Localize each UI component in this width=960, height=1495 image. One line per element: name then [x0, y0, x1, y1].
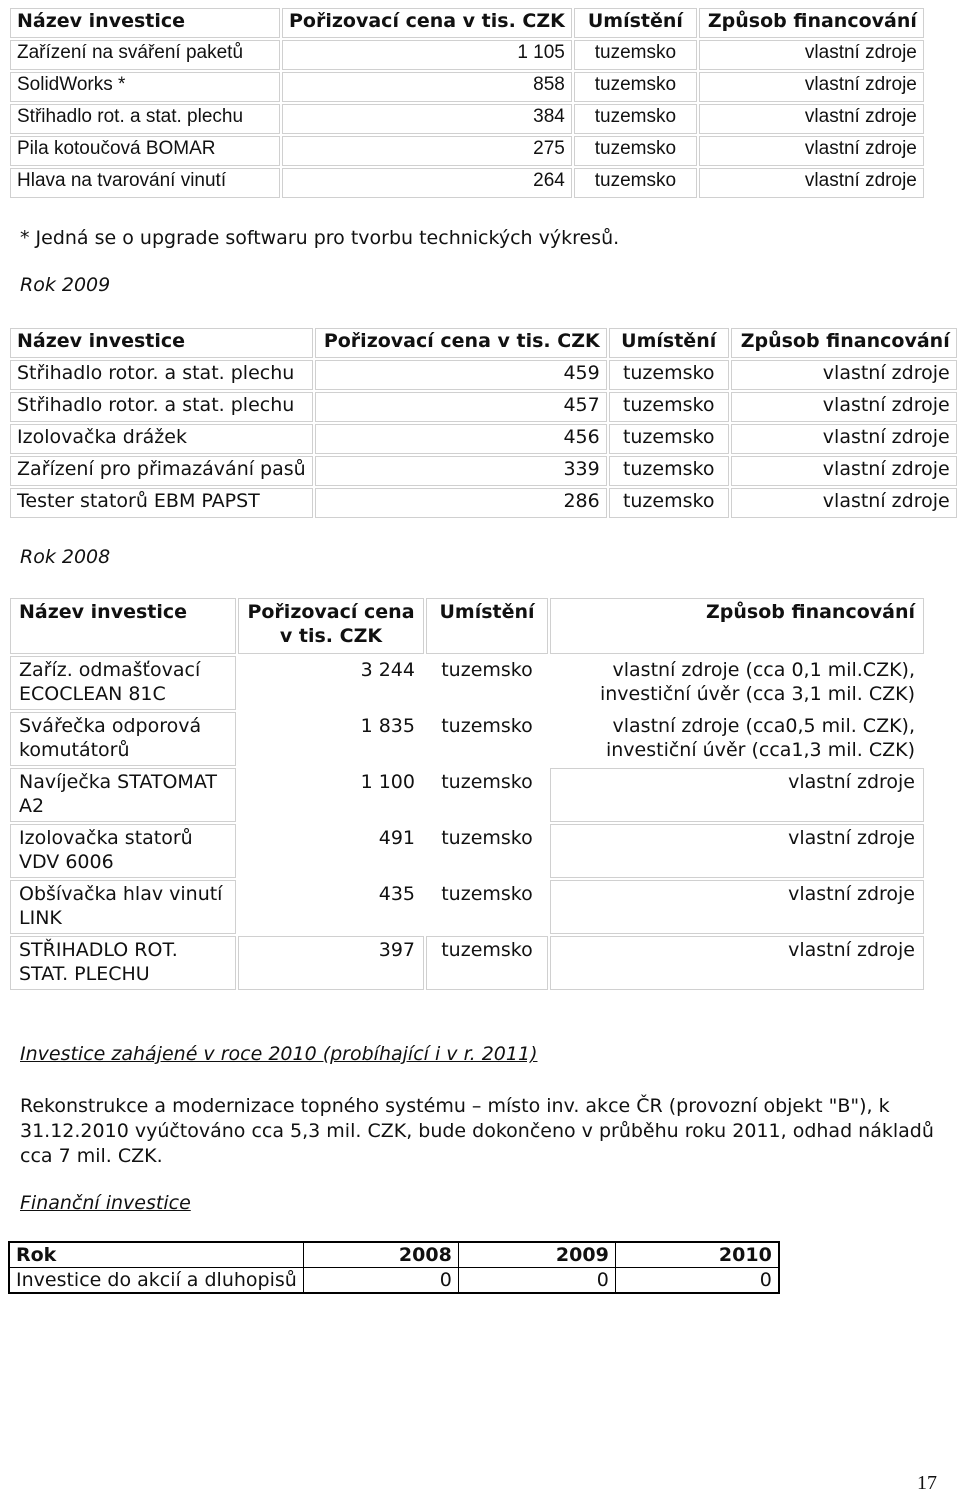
- table-row: [10, 656, 924, 710]
- cell-location: tuzemsko: [574, 168, 697, 198]
- cell-price: 1 100: [360, 771, 415, 793]
- table-header-row: [9, 1242, 779, 1268]
- cell-financing: vlastní zdroje: [731, 392, 957, 422]
- cell-price: 435: [378, 883, 415, 905]
- cell-location: tuzemsko: [441, 771, 533, 793]
- table-2008: [8, 596, 926, 992]
- cell-location: tuzemsko: [609, 424, 729, 454]
- cell-financing: vlastní zdroje: [731, 424, 957, 454]
- cell-name: Obšívačka hlav vinutí LINK: [10, 880, 236, 934]
- page-number: 17: [917, 1472, 937, 1494]
- cell-name: Zaříz. odmašťovací ECOCLEAN 81C: [10, 656, 236, 710]
- table-row: [10, 424, 957, 454]
- cell-price: 1 835: [360, 715, 415, 737]
- cell-name: SolidWorks *: [10, 72, 280, 102]
- cell-financing: vlastní zdroje: [699, 136, 924, 166]
- cell-price: 459: [315, 360, 607, 390]
- cell-location: tuzemsko: [609, 488, 729, 518]
- cell-price: 456: [315, 424, 607, 454]
- table-header-row: [10, 328, 957, 358]
- cell-location: tuzemsko: [609, 392, 729, 422]
- cell-price: 3 244: [360, 659, 415, 681]
- cell-location: tuzemsko: [441, 715, 533, 737]
- cell-location: tuzemsko: [441, 827, 533, 849]
- heading-investments-2010: Investice zahájené v roce 2010 (probíhající i v r. 2011): [20, 1043, 538, 1065]
- header-financing: Způsob financování: [731, 328, 957, 358]
- cell-name: Střihadlo rot. a stat. plechu: [10, 104, 280, 134]
- heading-year-2008: Rok 2008: [20, 546, 111, 568]
- header-price: Pořizovací cena v tis. CZK: [282, 8, 572, 38]
- header-year: Rok: [9, 1242, 303, 1268]
- cell-location: tuzemsko: [574, 72, 697, 102]
- cell-price: 1 105: [282, 40, 572, 70]
- cell-label: Investice do akcií a dluhopisů: [9, 1268, 303, 1294]
- table-row: [10, 392, 957, 422]
- cell-name: Svářečka odporová komutátorů: [10, 712, 236, 766]
- cell-financing: vlastní zdroje: [550, 824, 924, 878]
- table-financial: [8, 1241, 780, 1294]
- cell-financing: vlastní zdroje: [699, 168, 924, 198]
- cell-name: Střihadlo rotor. a stat. plechu: [10, 392, 313, 422]
- table-row: [10, 456, 957, 486]
- cell-financing: vlastní zdroje (cca 0,1 mil.CZK), investiční úvěr (cca 3,1 mil. CZK): [599, 659, 915, 705]
- footnote: * Jedná se o upgrade softwaru pro tvorbu technických výkresů.: [20, 227, 620, 249]
- cell-financing: vlastní zdroje: [731, 360, 957, 390]
- cell-name: Izolovačka statorů VDV 6006: [10, 824, 236, 878]
- table-header-row: [10, 598, 924, 654]
- cell-price: 264: [282, 168, 572, 198]
- cell-location: tuzemsko: [609, 360, 729, 390]
- table-top: [8, 6, 926, 200]
- cell-price: 384: [282, 104, 572, 134]
- cell-financing: vlastní zdroje: [731, 488, 957, 518]
- investments-2010-text: Rekonstrukce a modernizace topného systému – místo inv. akce ČR (provozní objekt "B"), k 31.12.2010 vyúčtováno cca 5,3 mil. CZK, bude dokončeno v průběhu roku 2011, odhad nákladů cca 7 mil. CZK.: [20, 1095, 934, 1167]
- header-location: Umístění: [426, 598, 548, 654]
- header-location: Umístění: [609, 328, 729, 358]
- cell-financing: vlastní zdroje: [550, 936, 924, 990]
- cell-financing: vlastní zdroje: [550, 768, 924, 822]
- header-price: Pořizovací cena v tis. CZK: [315, 328, 607, 358]
- table-row: [10, 880, 924, 934]
- cell-financing: vlastní zdroje: [731, 456, 957, 486]
- cell-price: 339: [315, 456, 607, 486]
- table-row: [10, 72, 924, 102]
- table-row: [10, 104, 924, 134]
- cell-price: 491: [378, 827, 415, 849]
- cell-location: tuzemsko: [441, 883, 533, 905]
- cell-price: 397: [238, 936, 424, 990]
- cell-name: Zařízení pro přimazávání pasů: [10, 456, 313, 486]
- cell-name: Izolovačka drážek: [10, 424, 313, 454]
- heading-financial-investments: Finanční investice: [20, 1192, 191, 1214]
- header-financing: Způsob financování: [699, 8, 924, 38]
- cell-financing: vlastní zdroje: [699, 40, 924, 70]
- cell-2008: 0: [303, 1268, 458, 1294]
- table-row: [10, 936, 924, 990]
- table-row: [10, 360, 957, 390]
- cell-price: 457: [315, 392, 607, 422]
- table-row: [10, 712, 924, 766]
- cell-name: Hlava na tvarování vinutí: [10, 168, 280, 198]
- cell-2010: 0: [615, 1268, 779, 1294]
- table-row: [10, 768, 924, 822]
- cell-location: tuzemsko: [574, 104, 697, 134]
- cell-price: 286: [315, 488, 607, 518]
- cell-financing: vlastní zdroje (cca0,5 mil. CZK), investiční úvěr (cca1,3 mil. CZK): [605, 715, 915, 761]
- cell-name: Navíječka STATOMAT A2: [10, 768, 236, 822]
- cell-name: Pila kotoučová BOMAR: [10, 136, 280, 166]
- cell-name: Zařízení na sváření paketů: [10, 40, 280, 70]
- header-2008: 2008: [303, 1242, 458, 1268]
- header-name: Název investice: [10, 328, 313, 358]
- cell-location: tuzemsko: [574, 40, 697, 70]
- cell-location: tuzemsko: [609, 456, 729, 486]
- cell-price: 858: [282, 72, 572, 102]
- cell-location: tuzemsko: [574, 136, 697, 166]
- cell-name: Střihadlo rotor. a stat. plechu: [10, 360, 313, 390]
- table-row: [10, 40, 924, 70]
- header-2010: 2010: [615, 1242, 779, 1268]
- header-price: Pořizovací cena v tis. CZK: [238, 598, 424, 654]
- cell-financing: vlastní zdroje: [699, 72, 924, 102]
- table-row: [10, 824, 924, 878]
- header-financing: Způsob financování: [550, 598, 924, 654]
- header-2009: 2009: [458, 1242, 615, 1268]
- heading-year-2009: Rok 2009: [20, 274, 111, 296]
- table-row: [9, 1268, 779, 1294]
- table-row: [10, 168, 924, 198]
- cell-location: tuzemsko: [426, 936, 548, 990]
- cell-2009: 0: [458, 1268, 615, 1294]
- header-location: Umístění: [574, 8, 697, 38]
- cell-name: Tester statorů EBM PAPST: [10, 488, 313, 518]
- header-name: Název investice: [10, 8, 280, 38]
- cell-financing: vlastní zdroje: [550, 880, 924, 934]
- table-header-row: [10, 8, 924, 38]
- table-2009: [8, 326, 959, 520]
- table-row: [10, 136, 924, 166]
- header-name: Název investice: [10, 598, 236, 654]
- cell-name: STŘIHADLO ROT. STAT. PLECHU: [10, 936, 236, 990]
- cell-price: 275: [282, 136, 572, 166]
- investments-2010-paragraph: [20, 1094, 940, 1169]
- cell-financing: vlastní zdroje: [699, 104, 924, 134]
- cell-location: tuzemsko: [441, 659, 533, 681]
- table-row: [10, 488, 957, 518]
